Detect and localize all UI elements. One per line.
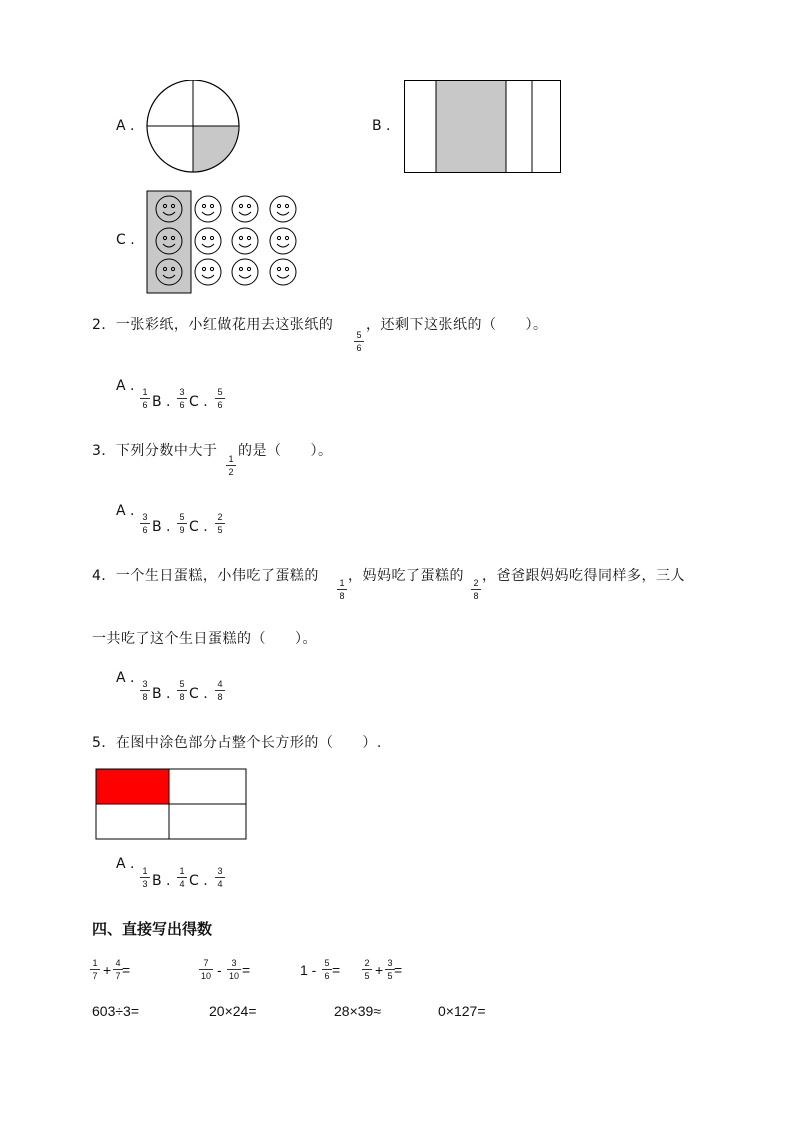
calc-row2-item-3: 28×39≈ — [334, 1003, 382, 1019]
smiley-face-icon — [195, 259, 221, 285]
calc-3-equals: = — [332, 962, 341, 978]
calc-2-fraction-1: 7 10 — [200, 958, 211, 981]
calc-1-fraction-1: 1 7 — [90, 958, 100, 981]
q2-option-a-label: A . — [116, 378, 135, 394]
q4-option-b-fraction[interactable]: 5 8 — [177, 679, 187, 702]
q4-option-a-label: A . — [116, 670, 135, 686]
q5-option-a-fraction[interactable]: 1 3 — [140, 866, 150, 889]
q4-option-c-label: C . — [189, 686, 208, 702]
q5-option-c-label: C . — [189, 873, 208, 889]
question-4-text-4: 一共吃了这个生日蛋糕的（ ）。 — [92, 631, 317, 647]
calc-row2-item-4: 0×127= — [438, 1003, 486, 1019]
q3-option-a-label: A . — [116, 503, 135, 519]
q2-option-c-fraction[interactable]: 5 6 — [215, 387, 225, 410]
circle-quarter-figure — [145, 80, 243, 174]
q4-option-a-fraction[interactable]: 3 8 — [140, 679, 150, 702]
smiley-face-icon — [270, 196, 296, 222]
q2-fraction: 5 6 — [354, 330, 364, 353]
question-4-text-1: 4．一个生日蛋糕，小伟吃了蛋糕的 — [92, 568, 319, 584]
q5-option-a-label: A . — [116, 856, 135, 872]
calc-3-lead: 1 - — [300, 962, 317, 978]
q3-option-a-fraction[interactable]: 3 6 — [140, 512, 150, 535]
q3-option-c-fraction[interactable]: 2 5 — [215, 512, 225, 535]
section-4-title: 四、直接写出得数 — [92, 920, 213, 938]
smiley-face-icon — [232, 259, 258, 285]
calc-2-fraction-2: 3 10 — [228, 958, 239, 981]
calc-1-operator: + — [103, 962, 112, 978]
calc-row2-item-1: 603÷3= — [92, 1003, 140, 1019]
q3-option-b-fraction[interactable]: 5 9 — [177, 512, 187, 535]
q4-fraction-2: 2 8 — [471, 578, 481, 601]
smiley-face-icon — [195, 228, 221, 254]
calc-1-equals: = — [122, 962, 131, 978]
question-2-text-after: ，还剩下这张纸的（ ）。 — [366, 317, 548, 333]
calc-2-equals: = — [242, 962, 251, 978]
q4-option-b-label: B . — [152, 686, 171, 702]
q2-option-b-fraction[interactable]: 3 6 — [177, 387, 187, 410]
q2-option-a-fraction[interactable]: 1 6 — [140, 387, 150, 410]
option-a-label: A . — [116, 118, 135, 134]
q3-option-c-label: C . — [189, 519, 208, 535]
question-3-text-after: 的是（ ）。 — [238, 443, 333, 459]
q2-option-c-label: C . — [189, 394, 208, 410]
calc-1-fraction-2: 4 7 — [113, 958, 123, 981]
rectangle-strips-figure — [404, 80, 562, 174]
q5-option-b-label: B . — [152, 873, 171, 889]
calc-2-operator: - — [217, 962, 222, 978]
question-4-text-3: ，爸爸跟妈妈吃得同样多，三人 — [482, 568, 685, 584]
smiley-face-icon — [270, 259, 296, 285]
question-4-text-2: ，妈妈吃了蛋糕的 — [348, 568, 464, 584]
question-3-text: 3．下列分数中大于 — [92, 443, 218, 459]
question-2-text: 2．一张彩纸，小红做花用去这张纸的 — [92, 317, 334, 333]
smiley-face-icon — [270, 228, 296, 254]
option-b-label: B . — [372, 118, 391, 134]
q3-fraction: 1 2 — [226, 454, 236, 477]
smiley-face-icon — [232, 196, 258, 222]
smiley-faces-figure — [146, 190, 302, 294]
calc-4-fraction-2: 3 5 — [385, 958, 395, 981]
smiley-face-icon — [195, 196, 221, 222]
smiley-face-icon — [232, 228, 258, 254]
calc-4-fraction-1: 2 5 — [362, 958, 372, 981]
q5-option-c-fraction[interactable]: 3 4 — [215, 866, 225, 889]
calc-row2-item-2: 20×24= — [209, 1003, 257, 1019]
q5-option-b-fraction[interactable]: 1 4 — [177, 866, 187, 889]
calc-4-equals: = — [394, 962, 403, 978]
red-rectangle-grid-figure — [95, 768, 248, 841]
q4-option-c-fraction[interactable]: 4 8 — [215, 679, 225, 702]
calc-3-fraction: 5 6 — [322, 958, 332, 981]
q2-option-b-label: B . — [152, 394, 171, 410]
option-c-label: C . — [116, 232, 135, 248]
q4-fraction-1: 1 8 — [337, 578, 347, 601]
question-5-text: 5．在图中涂色部分占整个长方形的（ ）. — [92, 735, 382, 751]
calc-4-operator: + — [375, 962, 384, 978]
q3-option-b-label: B . — [152, 519, 171, 535]
